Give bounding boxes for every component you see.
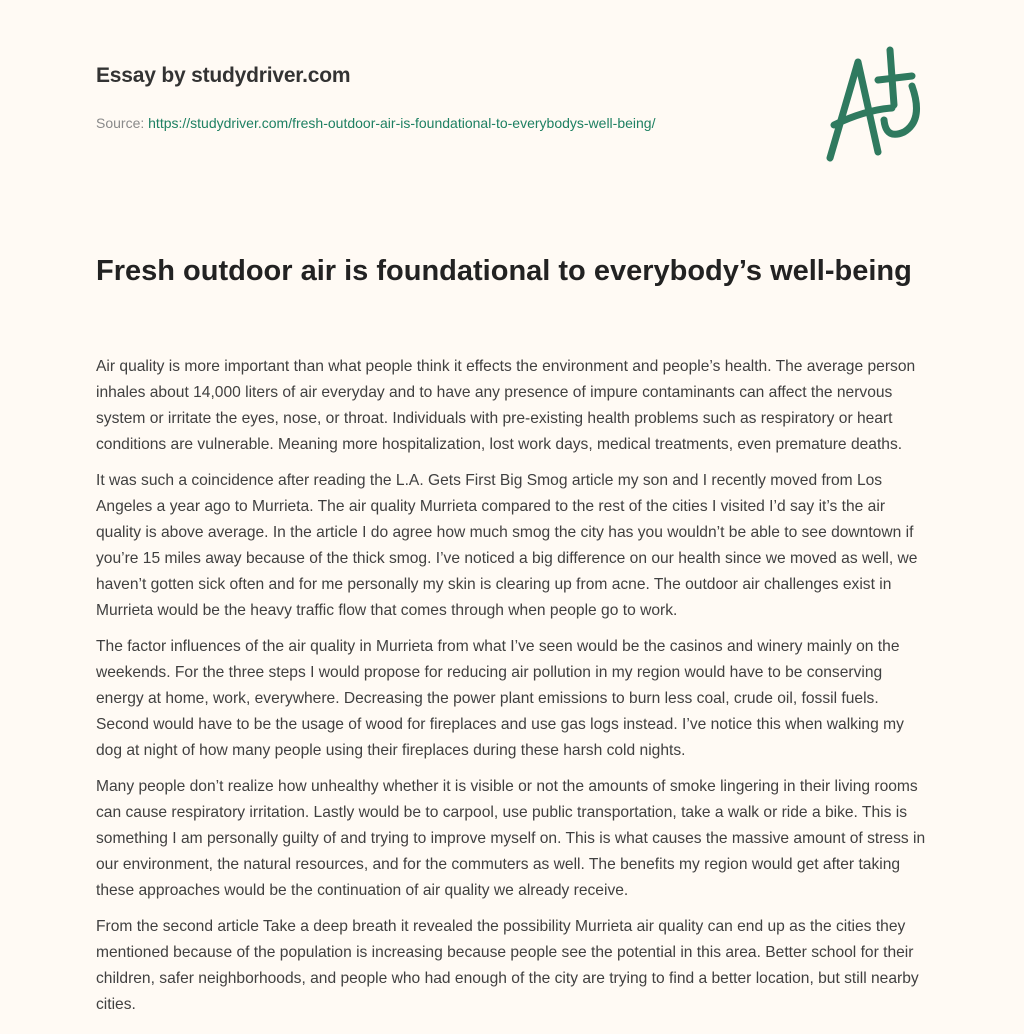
site-title: Essay by studydriver.com [96,64,351,87]
paragraph: It was such a coincidence after reading the L.A. Gets First Big Smog article my son and I recently moved from Los Angeles a year ago to Murrieta. The air quality Murrieta compared to the rest of the cities I visited I’d say it’s the air quality is above average. In the article I do agree how much smog the city has you wouldn’t be able to see downtown if you’re 15 miles away because of the thick smog. I’ve noticed a big difference on our health since we moved as well, we haven’t gotten sick often and for me personally my skin is clearing up from acne. The outdoor air challenges exist in Murrieta would be the heavy traffic flow that comes through when people go to work. [96,472,918,619]
paragraph: Many people don’t realize how unhealthy whether it is visible or not the amounts of smoke lingering in their living rooms can cause respiratory irritation. Lastly would be to carpool, use public transportation, take a walk or ride a bike. This is something I am personally guilty of and trying to improve myself on. This is what causes the massive amount of stress in our environment, the natural resources, and for the commuters as well. The benefits my region would get after taking these approaches would be the continuation of air quality we already receive. [96,778,926,899]
paragraph: From the second article Take a deep breath it revealed the possibility Murrieta air quality can end up as the cities they mentioned because of the population is increasing because people see the potential in this area. Better school for their children, safer neighborhoods, and people who had enough of the city are trying to find a better location, but still nearby cities. [96,918,919,1013]
a-plus-logo-icon [820,40,930,165]
article-body [96,354,932,1028]
source-line [96,111,736,136]
paragraph: Air quality is more important than what people think it effects the environment and people’s health. The average person inhales about 14,000 liters of air everyday and to have any presence of impure contaminants can affect the nervous system or irritate the eyes, nose, or throat. Individuals with pre-existing health problems such as respiratory or heart conditions are vulnerable. Meaning more hospitalization, lost work days, medical treatments, even premature deaths. [96,358,916,453]
source-label: Source: [96,115,149,131]
paragraph: The factor influences of the air quality in Murrieta from what I’ve seen would be the casinos and winery mainly on the weekends. For the three steps I would propose for reducing air pollution in my region would have to be conserving energy at home, work, everywhere. Decreasing the power plant emissions to burn less coal, crude oil, fossil fuels. Second would have to be the usage of wood for fireplaces and use gas logs instead. I’ve notice this when walking my dog at night of how many people using their fireplaces during these harsh cold nights. [96,638,904,759]
article-title: Fresh outdoor air is foundational to everybody’s well-being [96,255,912,287]
source-link[interactable]: https://studydriver.com/fresh-outdoor-air-is-foundational-to-everybodys-well-being/ [148,115,656,131]
